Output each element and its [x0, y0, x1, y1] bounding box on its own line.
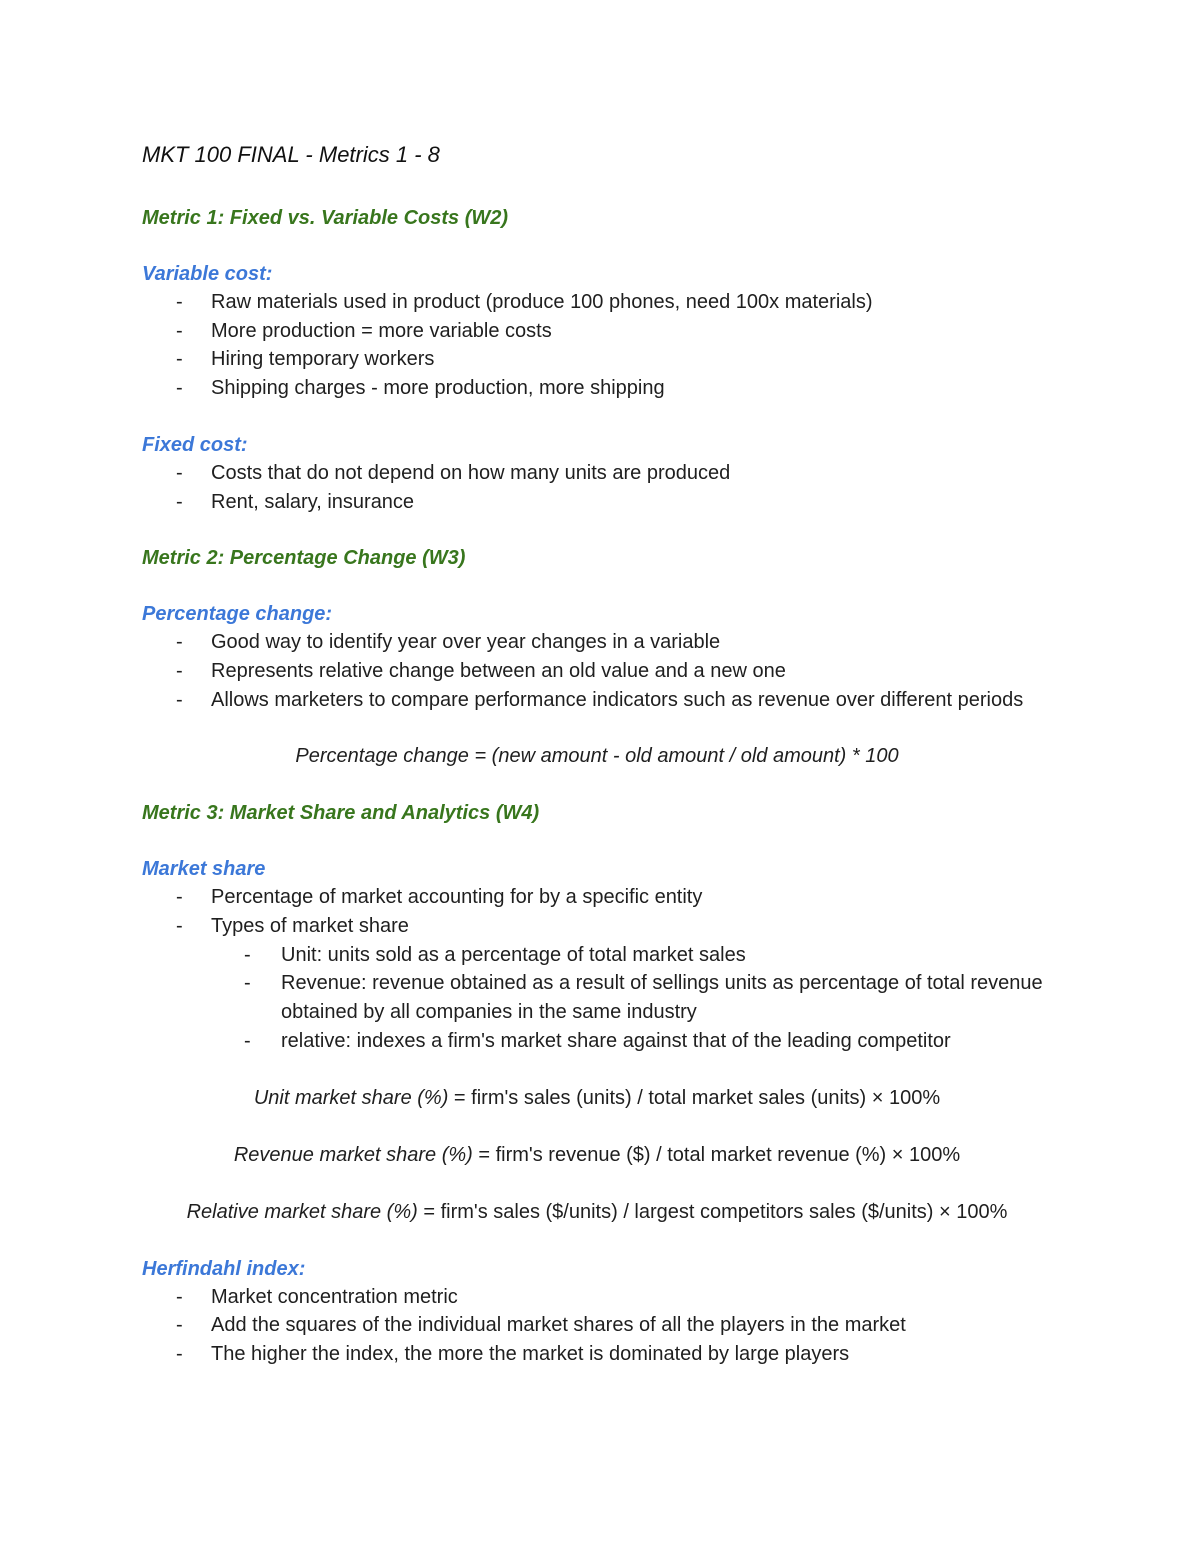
metric-2-heading: Metric 2: Percentage Change (W3)	[142, 547, 466, 570]
list-item: - Shipping charges - more production, more shipping	[142, 374, 1052, 403]
unit-market-share-formula	[142, 1084, 1052, 1112]
list-item: - Represents relative change between an old value and a new one	[142, 657, 1052, 686]
list-item: - Good way to identify year over year changes in a variable	[142, 628, 1052, 657]
list-item: - Add the squares of the individual market shares of all the players in the market	[142, 1311, 1052, 1340]
formula-lhs: Unit market share (%)	[253, 1086, 449, 1109]
list-item: - Revenue: revenue obtained as a result of sellings units as percentage of total revenue obtained by all companies in the same industry	[210, 969, 1052, 1026]
list-item	[142, 912, 1052, 1056]
list-item-text: Types of market share	[211, 915, 409, 938]
metric-3-heading: Metric 3: Market Share and Analytics (W4)	[142, 802, 540, 825]
list-item: - relative: indexes a firm's market share against that of the leading competitor	[210, 1027, 1052, 1056]
formula-lhs: Revenue market share (%)	[233, 1143, 473, 1166]
fixed-cost-list	[142, 459, 1052, 516]
relative-market-share-formula	[142, 1198, 1052, 1226]
herfindahl-list	[142, 1283, 1052, 1369]
market-share-heading: Market share	[142, 858, 266, 881]
list-item: - More production = more variable costs	[142, 317, 1052, 346]
revenue-market-share-formula	[142, 1141, 1052, 1169]
formula-rhs: = firm's sales ($/units) / largest competitors sales ($/units) × 100%	[417, 1200, 1008, 1223]
percentage-change-formula	[142, 742, 1052, 770]
list-item: - Allows marketers to compare performance indicators such as revenue over different periods	[142, 686, 1052, 715]
fixed-cost-heading: Fixed cost:	[142, 433, 248, 456]
list-item: - Rent, salary, insurance	[142, 488, 1052, 517]
variable-cost-list	[142, 288, 1052, 403]
formula-text: Percentage change = (new amount - old amount / old amount) * 100	[295, 745, 899, 768]
list-item: - The higher the index, the more the market is dominated by large players	[142, 1340, 1052, 1369]
metric-1-heading: Metric 1: Fixed vs. Variable Costs (W2)	[142, 207, 509, 229]
herfindahl-heading: Herfindahl index:	[142, 1257, 306, 1280]
variable-cost-heading: Variable cost:	[142, 263, 273, 285]
list-item: - Market concentration metric	[142, 1283, 1052, 1312]
list-item: - Unit: units sold as a percentage of total market sales	[210, 941, 1052, 970]
list-item: - Percentage of market accounting for by a specific entity	[142, 883, 1052, 912]
document-page	[142, 140, 1052, 1397]
document-title: MKT 100 FINAL - Metrics 1 - 8	[142, 142, 440, 167]
percentage-change-list	[142, 628, 1052, 714]
list-item: - Raw materials used in product (produce 100 phones, need 100x materials)	[142, 288, 1052, 317]
market-share-list	[142, 883, 1052, 1055]
formula-rhs: = firm's sales (units) / total market sales (units) × 100%	[448, 1086, 941, 1109]
formula-lhs: Relative market share (%)	[186, 1200, 418, 1223]
percentage-change-heading: Percentage change:	[142, 603, 333, 626]
list-item: - Hiring temporary workers	[142, 345, 1052, 374]
formula-rhs: = firm's revenue ($) / total market revenue (%) × 100%	[472, 1143, 961, 1166]
market-share-types-list	[211, 941, 1052, 1056]
list-item: - Costs that do not depend on how many units are produced	[142, 459, 1052, 488]
